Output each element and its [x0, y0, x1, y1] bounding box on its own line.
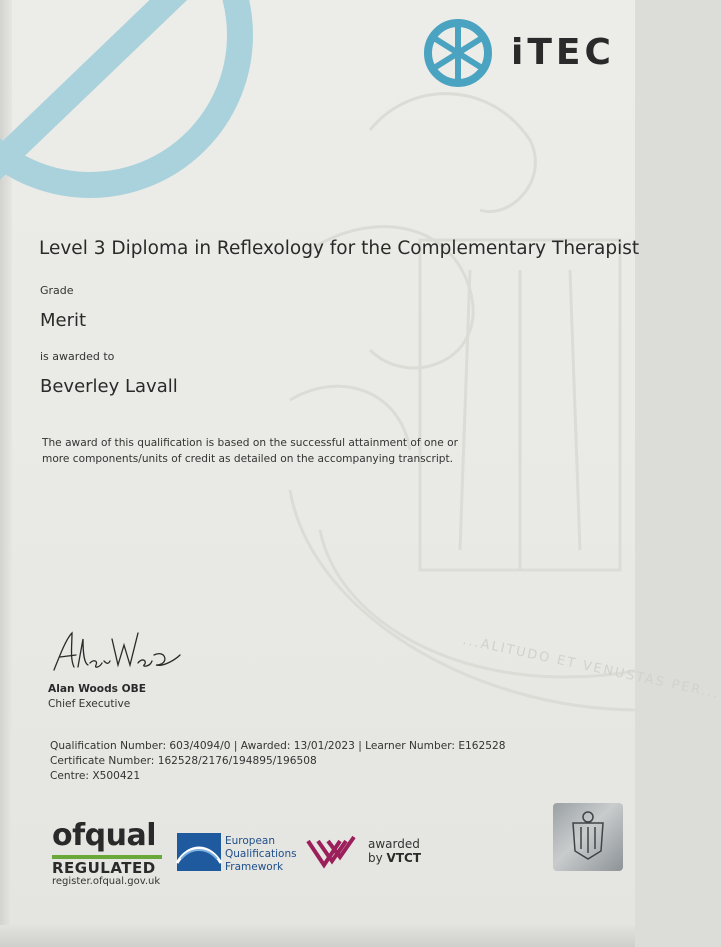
- grade-value: Merit: [40, 310, 87, 331]
- signatory-name: Alan Woods OBE: [48, 683, 146, 695]
- vtct-line1: awarded: [368, 837, 420, 851]
- centre-number: Centre: X500421: [50, 770, 141, 782]
- eqf-text: [225, 835, 297, 874]
- vtct-brand: VTCT: [386, 851, 422, 865]
- vtct-chevron-icon: [306, 833, 358, 873]
- vtct-by: by: [368, 851, 387, 865]
- eqf-line1: European: [225, 835, 276, 847]
- crest-watermark: [250, 70, 640, 710]
- ofqual-url: register.ofqual.gov.uk: [52, 876, 161, 887]
- hologram-seal: [553, 803, 623, 871]
- vtct-logo: [306, 833, 436, 883]
- recipient-name: Beverley Lavall: [40, 376, 178, 397]
- award-description: The award of this qualification is based on the successful attainment of one or more components/units of credit as detailed on the accompanying transcript.: [42, 437, 458, 465]
- eqf-line2: Qualifications: [225, 848, 297, 860]
- grade-label: Grade: [40, 284, 74, 297]
- awarded-to-label: is awarded to: [40, 350, 115, 363]
- signature-image: [46, 625, 186, 675]
- ofqual-regulated: REGULATED: [52, 859, 156, 877]
- globe-icon: [420, 18, 496, 88]
- vtct-text: [368, 837, 421, 865]
- crest-motto: ...ALITUDO ET VENUSTAS PER...: [461, 632, 721, 703]
- eqf-logo: [177, 833, 307, 883]
- crest-icon: [553, 803, 623, 871]
- brand-name: iTEC: [511, 32, 615, 73]
- paper-bottom-edge: [0, 925, 635, 947]
- ofqual-wordmark: ofqual: [52, 818, 157, 853]
- signatory-title: Chief Executive: [48, 698, 131, 710]
- eqf-line3: Framework: [225, 861, 284, 873]
- certificate-number: Certificate Number: 162528/2176/194895/196508: [50, 755, 317, 767]
- qualification-details: Qualification Number: 603/4094/0 | Awarded: 13/01/2023 | Learner Number: E162528: [50, 740, 506, 752]
- itec-logo: [420, 18, 620, 88]
- eqf-bridge-icon: [177, 833, 221, 871]
- qualification-title: Level 3 Diploma in Reflexology for the Complementary Therapist: [39, 238, 640, 259]
- decorative-globe-arc: [0, 0, 260, 215]
- ofqual-logo: [52, 818, 170, 892]
